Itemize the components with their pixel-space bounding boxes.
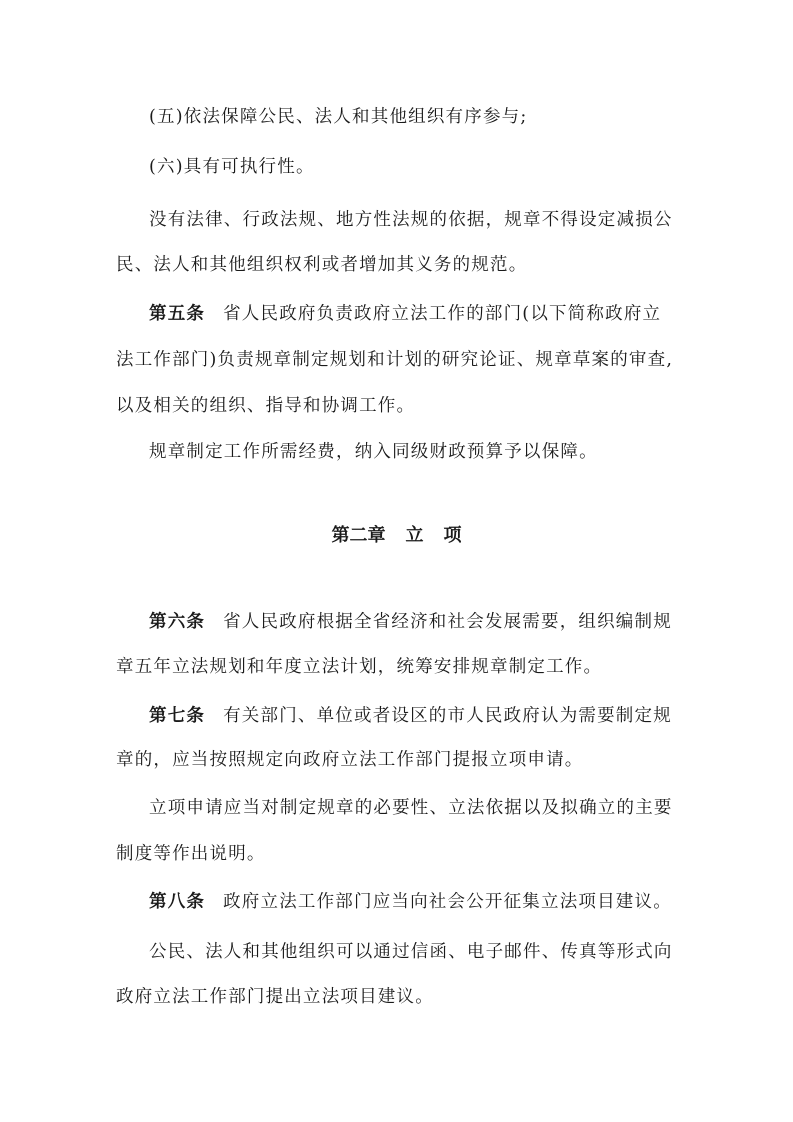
article-6-label: 第六条 — [149, 612, 206, 632]
chapter-label: 第二章 — [331, 525, 386, 546]
article-6-text: 省人民政府根据全省经济和社会发展需要，组织编制规 — [223, 612, 672, 632]
paragraph-line: 民、法人和其他组织权利或者增加其义务的规范。 — [116, 255, 528, 275]
paragraph-line: 没有法律、行政法规、地方性法规的依据，规章不得设定减损公 — [149, 210, 673, 230]
chapter-heading — [0, 524, 793, 548]
paragraph-line: 法工作部门)负责规章制定规划和计划的研究论证、规章草案的审查, — [116, 350, 674, 370]
article-7-label: 第七条 — [149, 706, 206, 726]
paragraph-line: 立项申请应当对制定规章的必要性、立法依据以及拟确立的主要 — [149, 798, 673, 818]
article-5-text: 省人民政府负责政府立法工作的部门(以下简称政府立 — [223, 304, 662, 324]
paragraph-line: 规章制定工作所需经费，纳入同级财政预算予以保障。 — [149, 442, 598, 462]
clause-item-5: (五)依法保障公民、法人和其他组织有序参与; — [149, 107, 528, 127]
paragraph-line: 章的，应当按照规定向政府立法工作部门提报立项申请。 — [116, 750, 584, 770]
paragraph-line: 章五年立法规划和年度立法计划，统筹安排规章制定工作。 — [116, 657, 603, 677]
article-7-line — [149, 704, 672, 728]
article-8-label: 第八条 — [149, 892, 206, 912]
article-7-text: 有关部门、单位或者设区的市人民政府认为需要制定规 — [223, 706, 672, 726]
clause-item-6: (六)具有可执行性。 — [149, 157, 315, 177]
paragraph-line: 政府立法工作部门提出立法项目建议。 — [116, 987, 434, 1007]
paragraph-line: 以及相关的组织、指导和协调工作。 — [116, 396, 416, 416]
chapter-title-char: 项 — [443, 525, 462, 546]
paragraph-line: 公民、法人和其他组织可以通过信函、电子邮件、传真等形式向 — [149, 942, 673, 962]
article-5-label: 第五条 — [149, 304, 206, 324]
article-6-line — [149, 610, 672, 634]
article-8-text: 政府立法工作部门应当向社会公开征集立法项目建议。 — [223, 892, 672, 912]
article-8-line — [149, 890, 672, 914]
chapter-title-char: 立 — [405, 525, 424, 546]
paragraph-line: 制度等作出说明。 — [116, 844, 266, 864]
article-5-line — [149, 302, 661, 326]
